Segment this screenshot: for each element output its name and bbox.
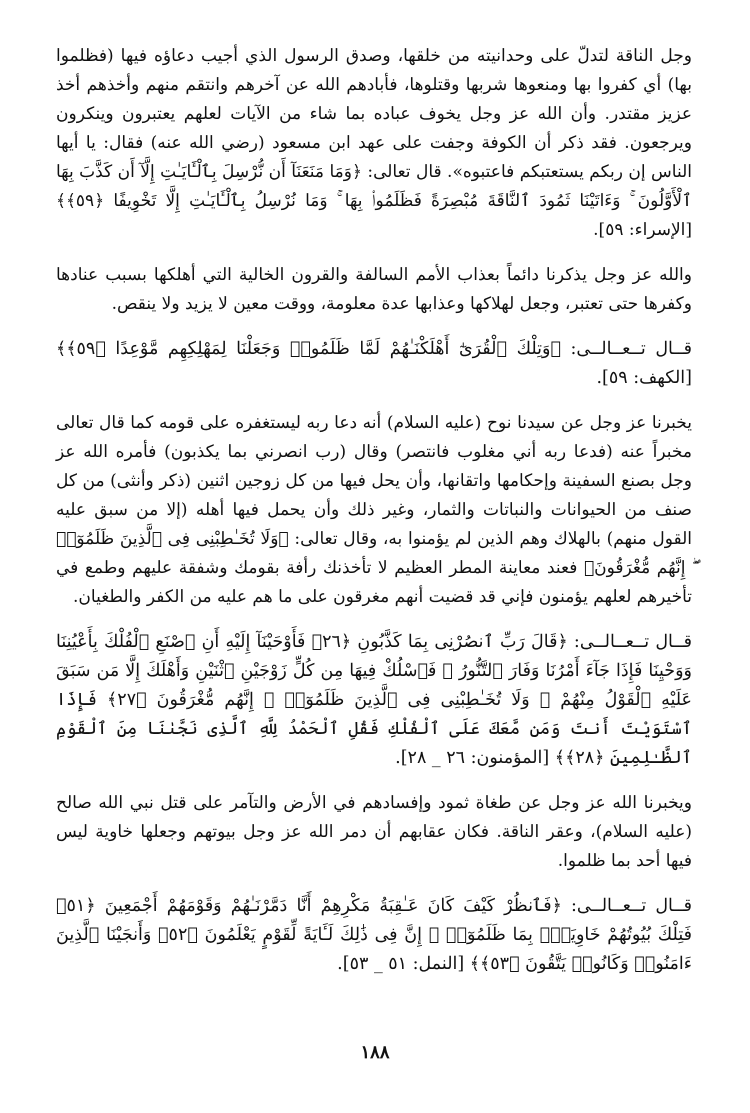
quran-verse-naml: قــال تــعــالــى: ﴿فَٱنظُرْ كَيْفَ كَانَ عَـٰقِبَةُ مَكْرِهِمْ أَنَّا دَمَّرْنَـٰهُمْ وَقَوْمَهُمْ أَجْمَعِينَ ﴿٥١﴾ فَتِلْكَ بُيُوتُهُمْ خَاوِيَةًۢ بِمَا ظَلَمُوٓا۟ ۗ إِنَّ فِى ذَٰلِكَ لَـَٔايَةً لِّقَوْمٍ يَعْلَمُونَ ﴿٥٢﴾ وَأَنجَيْنَا ٱلَّذِينَ ءَامَنُوا۟ وَكَانُوا۟ يَتَّقُونَ ﴿٥٣﴾﴾ [النمل: ٥١ _ ٥٣]. [56, 896, 692, 974]
paragraph-gap [56, 245, 692, 261]
paragraph-thamud: ويخبرنا الله عز وجل عن طغاة ثمود وإفسادهم في الأرض والتآمر على قتل نبي الله صالح (عليه السلام)، وعقر الناقة. فكان عقابهم أن دمر الله عز وجل بيوتهم وجعلها خاوية ليس فيها أحد بما ظلموا. [56, 793, 692, 871]
paragraph-gap [56, 612, 692, 628]
paragraph-gap [56, 319, 692, 335]
paragraph-naqa-intro: وجل الناقة لتدلّ على وحدانيته من خلقها، وصدق الرسول الذي أجيب دعاؤه فيها (فظلموا بها) أي كفروا بها ومنعوها شربها وقتلوها، فأبادهم الله عن آخرهم وانتقم منهم وأخذهم أخذ عزيز مقتدر. وأن الله عز وجل يخوف عباده بما شاء من الآيات لعلهم يعتبرون وينكرون ويرجعون. فقد ذكر أن الكوفة وجفت على عهد ابن مسعود (رضي الله عنه) فقال: يا أيها الناس إن ربكم يستعتبكم فاعتبوه». قال تعالى: ﴿وَمَا مَنَعَنَآ أَن نُّرْسِلَ بِٱلْـَٔايَـٰتِ إِلَّآ أَن كَذَّبَ بِهَا ٱلْأَوَّلُونَ ۚ وَءَاتَيْنَا ثَمُودَ ٱلنَّاقَةَ مُبْصِرَةً فَظَلَمُوا۟ بِهَا ۚ وَمَا نُرْسِلُ بِٱلْـَٔايَـٰتِ إِلَّا تَخْوِيفًا ﴿٥٩﴾﴾ [الإسراء: ٥٩]. [56, 46, 692, 240]
paragraph-gap [56, 876, 692, 892]
quran-verse-muminun: قــال تــعــالــى: ﴿قَالَ رَبِّ ٱنصُرْنِى بِمَا كَذَّبُونِ ﴿٢٦﴾ فَأَوْحَيْنَآ إِلَيْهِ أَنِ ٱصْنَعِ ٱلْفُلْكَ بِأَعْيُنِنَا وَوَحْيِنَا فَإِذَا جَآءَ أَمْرُنَا وَفَارَ ٱلتَّنُّورُ ۙ فَٱسْلُكْ فِيهَا مِن كُلٍّ زَوْجَيْنِ ٱثْنَيْنِ وَأَهْلَكَ إِلَّا مَن سَبَقَ عَلَيْهِ ٱلْقَوْلُ مِنْهُمْ ۖ وَلَا تُخَـٰطِبْنِى فِى ٱلَّذِينَ ظَلَمُوٓا۟ ۖ إِنَّهُم مُّغْرَقُونَ ﴿٢٧﴾ فَإِذَا ٱسْتَوَيْتَ أَنتَ وَمَن مَّعَكَ عَلَى ٱلْفُلْكِ فَقُلِ ٱلْحَمْدُ لِلَّهِ ٱلَّذِى نَجَّىٰنَا مِنَ ٱلْقَوْمِ ٱلظَّـٰلِمِينَ ﴿٢٨﴾﴾ [المؤمنون: ٢٦ _ ٢٨]. [56, 632, 692, 768]
quran-verse-kahf: قــال تــعــالــى: ﴿وَتِلْكَ ٱلْقُرَىٰٓ أَهْلَكْنَـٰهُمْ لَمَّا ظَلَمُوا۟ وَجَعَلْنَا لِمَهْلِكِهِم مَّوْعِدًا ﴿٥٩﴾﴾ [الكهف: ٥٩]. [56, 339, 692, 388]
paragraph-gap [56, 773, 692, 789]
paragraph-nuh: يخبرنا عز وجل عن سيدنا نوح (عليه السلام) أنه دعا ربه ليستغفره على قومه كما قال تعالى مخبراً عنه (فدعا ربه أني مغلوب فانتصر) وقال (رب انصرني بما يكذبون) فأمره الله عز وجل بصنع السفينة وإحكامها واتقانها، وأن يحل فيها من كل زوجين اثنين (ذكر وأنثى) من كل صنف من الحيوانات والنباتات والثمار، وغير ذلك وأن يحمل فيها أهله (إلا من سبق عليه القول منهم) بالهلاك وهم الذين لم يؤمنوا به، وقال تعالى: ﴿وَلَا تُخَـٰطِبْنِى فِى ٱلَّذِينَ ظَلَمُوٓا۟ ۖ إِنَّهُم مُّغْرَقُونَ﴾ فعند معاينة المطر العظيم لا تأخذنك رأفة بقومك وشفقة عليهم وطمع في تأخيرهم لعلهم يؤمنون فإني قد قضيت أنهم مغرقون على ما هم عليه من الكفر والطغيان. [56, 413, 692, 607]
paragraph-gap [56, 393, 692, 409]
paragraph-past-nations: والله عز وجل يذكرنا دائماً بعذاب الأمم السالفة والقرون الخالية التي أهلكها بسبب عنادها وكفرها حتى تعتبر، وجعل لهلاكها وعذابها عدة معلومة، ووقت معين لا يزيد ولا ينقص. [56, 265, 692, 314]
page-number: ١٨٨ [360, 1042, 390, 1063]
